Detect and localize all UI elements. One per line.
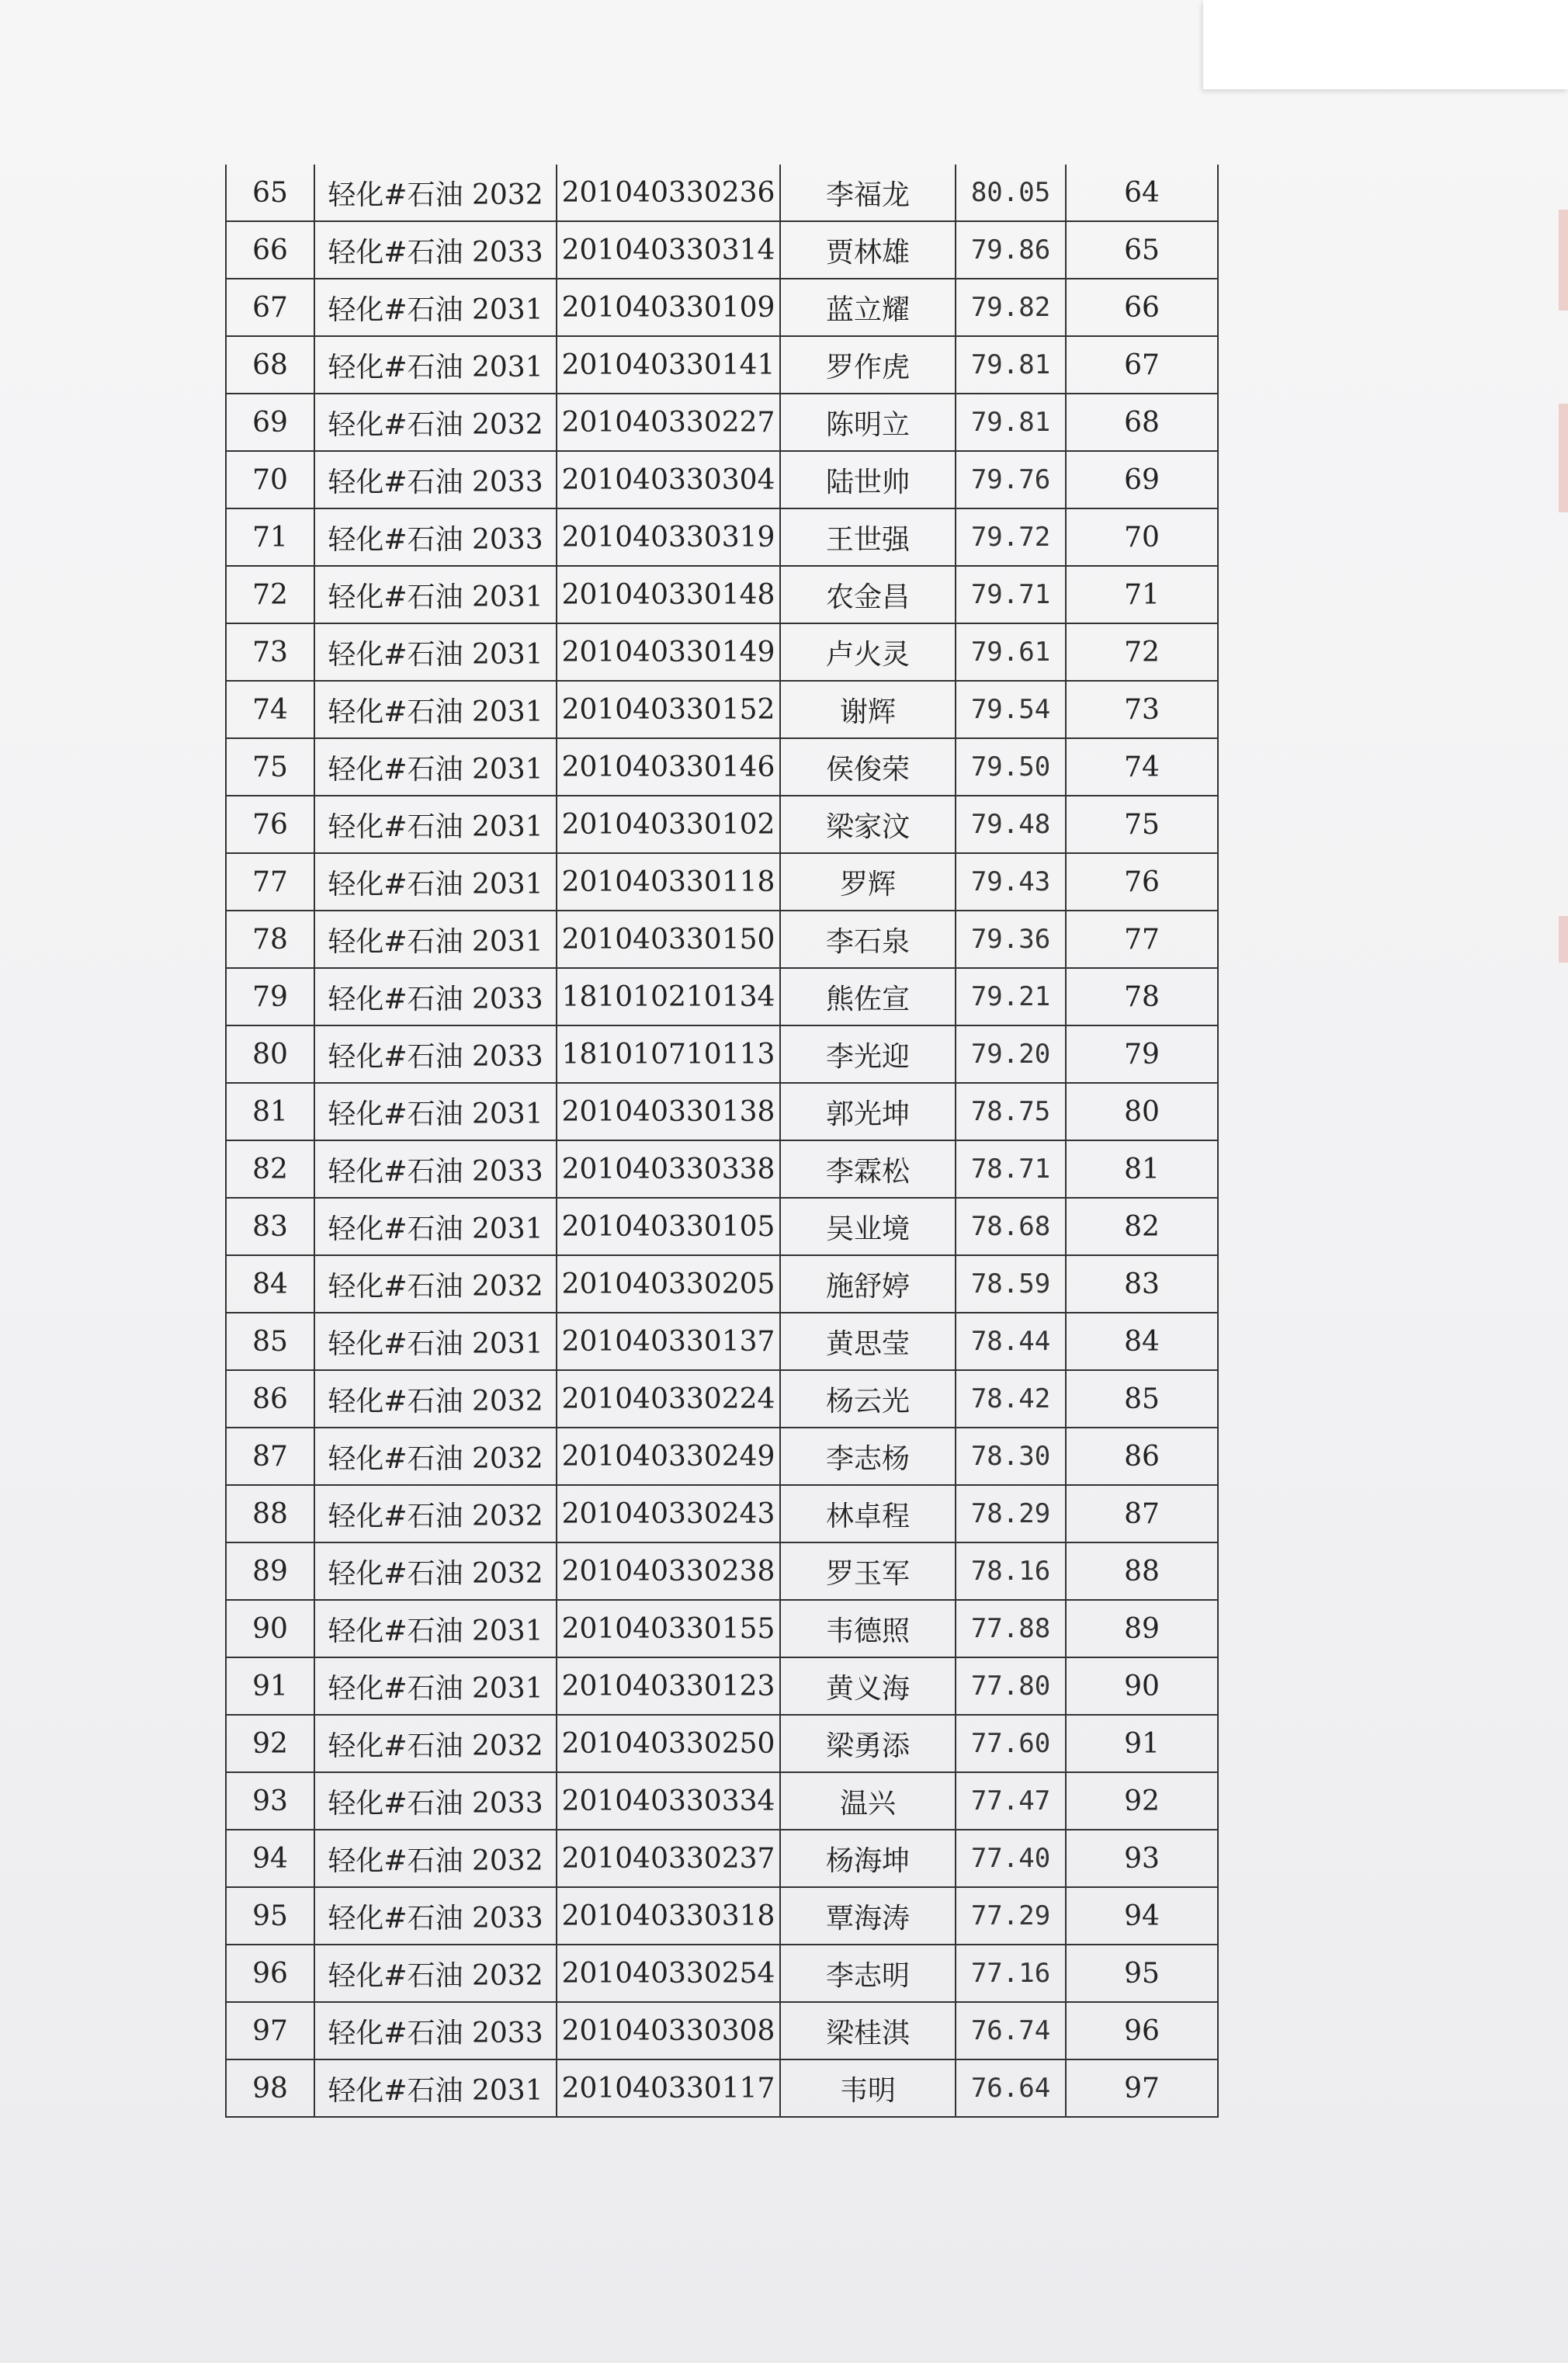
score-cell: 78.59 (956, 1255, 1066, 1313)
score-cell: 78.29 (956, 1485, 1066, 1542)
rank-cell: 67 (1066, 336, 1218, 394)
rank-cell: 68 (1066, 394, 1218, 451)
row-index-cell: 90 (226, 1600, 314, 1657)
class-cell: 轻化#石油 2032 (314, 1542, 557, 1600)
class-cell: 轻化#石油 2032 (314, 165, 557, 221)
rank-cell: 66 (1066, 279, 1218, 336)
class-cell: 轻化#石油 2032 (314, 394, 557, 451)
rank-cell: 88 (1066, 1542, 1218, 1600)
name-cell: 贾林雄 (780, 221, 956, 279)
name-cell: 侯俊荣 (780, 738, 956, 796)
score-cell: 79.21 (956, 968, 1066, 1025)
student-id-cell: 201040330141 (557, 336, 780, 394)
class-cell: 轻化#石油 2032 (314, 1830, 557, 1887)
rank-cell: 84 (1066, 1313, 1218, 1370)
student-id-cell: 201040330318 (557, 1887, 780, 1945)
table-row (226, 165, 1218, 221)
rank-cell: 73 (1066, 681, 1218, 738)
student-id-cell: 201040330308 (557, 2002, 780, 2059)
table-row (226, 336, 1218, 394)
row-index-cell: 94 (226, 1830, 314, 1887)
student-id-cell: 201040330238 (557, 1542, 780, 1600)
row-index-cell: 97 (226, 2002, 314, 2059)
score-cell: 79.86 (956, 221, 1066, 279)
name-cell: 李石泉 (780, 911, 956, 968)
name-cell: 梁勇添 (780, 1715, 956, 1772)
edge-stamp-mark (1559, 210, 1568, 311)
row-index-cell: 79 (226, 968, 314, 1025)
student-id-cell: 201040330123 (557, 1657, 780, 1715)
name-cell: 罗作虎 (780, 336, 956, 394)
student-id-cell: 201040330205 (557, 1255, 780, 1313)
table-row (226, 1600, 1218, 1657)
class-cell: 轻化#石油 2031 (314, 623, 557, 681)
student-id-cell: 201040330138 (557, 1083, 780, 1140)
student-id-cell: 201040330314 (557, 221, 780, 279)
row-index-cell: 92 (226, 1715, 314, 1772)
score-cell: 79.54 (956, 681, 1066, 738)
class-cell: 轻化#石油 2032 (314, 1485, 557, 1542)
name-cell: 谢辉 (780, 681, 956, 738)
student-id-cell: 201040330155 (557, 1600, 780, 1657)
row-index-cell: 69 (226, 394, 314, 451)
row-index-cell: 72 (226, 566, 314, 623)
score-cell: 76.64 (956, 2059, 1066, 2117)
class-cell: 轻化#石油 2032 (314, 1945, 557, 2002)
row-index-cell: 86 (226, 1370, 314, 1428)
rank-cell: 64 (1066, 165, 1218, 221)
score-cell: 79.20 (956, 1025, 1066, 1083)
class-cell: 轻化#石油 2031 (314, 796, 557, 853)
name-cell: 梁家汶 (780, 796, 956, 853)
score-cell: 79.36 (956, 911, 1066, 968)
class-cell: 轻化#石油 2033 (314, 451, 557, 508)
row-index-cell: 82 (226, 1140, 314, 1198)
score-cell: 78.68 (956, 1198, 1066, 1255)
student-id-cell: 201040330150 (557, 911, 780, 968)
row-index-cell: 80 (226, 1025, 314, 1083)
row-index-cell: 84 (226, 1255, 314, 1313)
table-row (226, 1140, 1218, 1198)
student-id-cell: 201040330149 (557, 623, 780, 681)
row-index-cell: 65 (226, 165, 314, 221)
row-index-cell: 89 (226, 1542, 314, 1600)
name-cell: 李福龙 (780, 165, 956, 221)
score-cell: 78.16 (956, 1542, 1066, 1600)
score-cell: 78.75 (956, 1083, 1066, 1140)
class-cell: 轻化#石油 2033 (314, 508, 557, 566)
student-id-cell: 201040330227 (557, 394, 780, 451)
rank-cell: 91 (1066, 1715, 1218, 1772)
table-row (226, 1083, 1218, 1140)
row-index-cell: 68 (226, 336, 314, 394)
row-index-cell: 98 (226, 2059, 314, 2117)
rank-cell: 79 (1066, 1025, 1218, 1083)
class-cell: 轻化#石油 2033 (314, 1887, 557, 1945)
rank-cell: 90 (1066, 1657, 1218, 1715)
row-index-cell: 83 (226, 1198, 314, 1255)
table-row (226, 681, 1218, 738)
score-cell: 79.72 (956, 508, 1066, 566)
student-id-cell: 201040330236 (557, 165, 780, 221)
score-cell: 79.43 (956, 853, 1066, 911)
table-row (226, 1370, 1218, 1428)
name-cell: 李光迎 (780, 1025, 956, 1083)
rank-cell: 97 (1066, 2059, 1218, 2117)
row-index-cell: 67 (226, 279, 314, 336)
student-id-cell: 201040330137 (557, 1313, 780, 1370)
scores-table-body (226, 165, 1218, 2117)
row-index-cell: 71 (226, 508, 314, 566)
class-cell: 轻化#石油 2032 (314, 1428, 557, 1485)
student-id-cell: 201040330254 (557, 1945, 780, 2002)
table-row (226, 738, 1218, 796)
student-id-cell: 201040330152 (557, 681, 780, 738)
class-cell: 轻化#石油 2033 (314, 1140, 557, 1198)
class-cell: 轻化#石油 2032 (314, 1370, 557, 1428)
name-cell: 罗玉军 (780, 1542, 956, 1600)
score-cell: 80.05 (956, 165, 1066, 221)
table-row (226, 1830, 1218, 1887)
row-index-cell: 85 (226, 1313, 314, 1370)
table-row (226, 1715, 1218, 1772)
student-id-cell: 201040330249 (557, 1428, 780, 1485)
name-cell: 黄义海 (780, 1657, 956, 1715)
class-cell: 轻化#石油 2033 (314, 221, 557, 279)
student-id-cell: 201040330148 (557, 566, 780, 623)
score-cell: 79.82 (956, 279, 1066, 336)
rank-cell: 87 (1066, 1485, 1218, 1542)
name-cell: 韦明 (780, 2059, 956, 2117)
student-id-cell: 201040330319 (557, 508, 780, 566)
table-row (226, 451, 1218, 508)
table-row (226, 221, 1218, 279)
rank-cell: 76 (1066, 853, 1218, 911)
table-row (226, 1313, 1218, 1370)
student-id-cell: 201040330117 (557, 2059, 780, 2117)
class-cell: 轻化#石油 2033 (314, 1772, 557, 1830)
row-index-cell: 70 (226, 451, 314, 508)
scores-table (225, 165, 1219, 2118)
student-id-cell: 181010710113 (557, 1025, 780, 1083)
class-cell: 轻化#石油 2031 (314, 1600, 557, 1657)
table-row (226, 1542, 1218, 1600)
table-row (226, 1887, 1218, 1945)
name-cell: 林卓程 (780, 1485, 956, 1542)
class-cell: 轻化#石油 2033 (314, 968, 557, 1025)
name-cell: 熊佐宣 (780, 968, 956, 1025)
class-cell: 轻化#石油 2031 (314, 1313, 557, 1370)
student-id-cell: 201040330243 (557, 1485, 780, 1542)
row-index-cell: 73 (226, 623, 314, 681)
row-index-cell: 66 (226, 221, 314, 279)
student-id-cell: 201040330250 (557, 1715, 780, 1772)
rank-cell: 89 (1066, 1600, 1218, 1657)
table-row (226, 566, 1218, 623)
name-cell: 覃海涛 (780, 1887, 956, 1945)
student-id-cell: 201040330338 (557, 1140, 780, 1198)
score-cell: 79.50 (956, 738, 1066, 796)
student-id-cell: 201040330237 (557, 1830, 780, 1887)
row-index-cell: 74 (226, 681, 314, 738)
table-row (226, 911, 1218, 968)
row-index-cell: 96 (226, 1945, 314, 2002)
student-id-cell: 201040330334 (557, 1772, 780, 1830)
class-cell: 轻化#石油 2033 (314, 2002, 557, 2059)
paper-corner (1203, 0, 1568, 89)
table-row (226, 1198, 1218, 1255)
table-row (226, 2002, 1218, 2059)
name-cell: 黄思莹 (780, 1313, 956, 1370)
name-cell: 郭光坤 (780, 1083, 956, 1140)
class-cell: 轻化#石油 2031 (314, 336, 557, 394)
student-id-cell: 201040330224 (557, 1370, 780, 1428)
name-cell: 韦德照 (780, 1600, 956, 1657)
name-cell: 施舒婷 (780, 1255, 956, 1313)
rank-cell: 82 (1066, 1198, 1218, 1255)
class-cell: 轻化#石油 2031 (314, 1083, 557, 1140)
rank-cell: 94 (1066, 1887, 1218, 1945)
table-row (226, 1657, 1218, 1715)
rank-cell: 65 (1066, 221, 1218, 279)
class-cell: 轻化#石油 2031 (314, 279, 557, 336)
row-index-cell: 87 (226, 1428, 314, 1485)
name-cell: 李霖松 (780, 1140, 956, 1198)
student-id-cell: 201040330109 (557, 279, 780, 336)
name-cell: 杨云光 (780, 1370, 956, 1428)
rank-cell: 95 (1066, 1945, 1218, 2002)
score-cell: 78.42 (956, 1370, 1066, 1428)
table-row (226, 394, 1218, 451)
student-id-cell: 181010210134 (557, 968, 780, 1025)
name-cell: 吴业境 (780, 1198, 956, 1255)
class-cell: 轻化#石油 2031 (314, 853, 557, 911)
table-row (226, 968, 1218, 1025)
student-id-cell: 201040330146 (557, 738, 780, 796)
rank-cell: 69 (1066, 451, 1218, 508)
table-row (226, 796, 1218, 853)
score-cell: 77.47 (956, 1772, 1066, 1830)
class-cell: 轻化#石油 2033 (314, 1025, 557, 1083)
class-cell: 轻化#石油 2031 (314, 1198, 557, 1255)
name-cell: 杨海坤 (780, 1830, 956, 1887)
rank-cell: 78 (1066, 968, 1218, 1025)
edge-stamp-mark (1559, 916, 1568, 963)
name-cell: 王世强 (780, 508, 956, 566)
score-cell: 77.16 (956, 1945, 1066, 2002)
table-row (226, 1945, 1218, 2002)
rank-cell: 86 (1066, 1428, 1218, 1485)
score-cell: 78.30 (956, 1428, 1066, 1485)
class-cell: 轻化#石油 2031 (314, 2059, 557, 2117)
student-id-cell: 201040330102 (557, 796, 780, 853)
score-cell: 79.81 (956, 394, 1066, 451)
table-row (226, 2059, 1218, 2117)
score-cell: 76.74 (956, 2002, 1066, 2059)
rank-cell: 81 (1066, 1140, 1218, 1198)
score-cell: 77.80 (956, 1657, 1066, 1715)
name-cell: 李志杨 (780, 1428, 956, 1485)
score-cell: 78.71 (956, 1140, 1066, 1198)
row-index-cell: 81 (226, 1083, 314, 1140)
rank-cell: 83 (1066, 1255, 1218, 1313)
class-cell: 轻化#石油 2032 (314, 1715, 557, 1772)
student-id-cell: 201040330304 (557, 451, 780, 508)
class-cell: 轻化#石油 2031 (314, 681, 557, 738)
score-cell: 78.44 (956, 1313, 1066, 1370)
table-row (226, 1485, 1218, 1542)
rank-cell: 71 (1066, 566, 1218, 623)
rank-cell: 77 (1066, 911, 1218, 968)
score-cell: 77.29 (956, 1887, 1066, 1945)
name-cell: 李志明 (780, 1945, 956, 2002)
table-row (226, 1255, 1218, 1313)
name-cell: 卢火灵 (780, 623, 956, 681)
row-index-cell: 95 (226, 1887, 314, 1945)
score-cell: 79.81 (956, 336, 1066, 394)
rank-cell: 93 (1066, 1830, 1218, 1887)
score-cell: 79.71 (956, 566, 1066, 623)
row-index-cell: 78 (226, 911, 314, 968)
table-row (226, 1025, 1218, 1083)
score-cell: 77.40 (956, 1830, 1066, 1887)
score-cell: 79.61 (956, 623, 1066, 681)
row-index-cell: 76 (226, 796, 314, 853)
row-index-cell: 91 (226, 1657, 314, 1715)
table-row (226, 1772, 1218, 1830)
rank-cell: 75 (1066, 796, 1218, 853)
row-index-cell: 88 (226, 1485, 314, 1542)
name-cell: 梁桂淇 (780, 2002, 956, 2059)
edge-stamp-mark (1559, 404, 1568, 512)
rank-cell: 96 (1066, 2002, 1218, 2059)
name-cell: 陆世帅 (780, 451, 956, 508)
rank-cell: 92 (1066, 1772, 1218, 1830)
score-cell: 77.88 (956, 1600, 1066, 1657)
student-id-cell: 201040330118 (557, 853, 780, 911)
class-cell: 轻化#石油 2031 (314, 1657, 557, 1715)
rank-cell: 72 (1066, 623, 1218, 681)
name-cell: 农金昌 (780, 566, 956, 623)
rank-cell: 85 (1066, 1370, 1218, 1428)
table-row (226, 508, 1218, 566)
table-row (226, 279, 1218, 336)
rank-cell: 70 (1066, 508, 1218, 566)
row-index-cell: 75 (226, 738, 314, 796)
score-cell: 79.48 (956, 796, 1066, 853)
class-cell: 轻化#石油 2031 (314, 738, 557, 796)
rank-cell: 74 (1066, 738, 1218, 796)
class-cell: 轻化#石油 2031 (314, 566, 557, 623)
student-id-cell: 201040330105 (557, 1198, 780, 1255)
row-index-cell: 93 (226, 1772, 314, 1830)
row-index-cell: 77 (226, 853, 314, 911)
name-cell: 罗辉 (780, 853, 956, 911)
table-row (226, 623, 1218, 681)
name-cell: 蓝立耀 (780, 279, 956, 336)
table-row (226, 853, 1218, 911)
score-cell: 77.60 (956, 1715, 1066, 1772)
table-row (226, 1428, 1218, 1485)
name-cell: 陈明立 (780, 394, 956, 451)
name-cell: 温兴 (780, 1772, 956, 1830)
rank-cell: 80 (1066, 1083, 1218, 1140)
class-cell: 轻化#石油 2031 (314, 911, 557, 968)
score-cell: 79.76 (956, 451, 1066, 508)
class-cell: 轻化#石油 2032 (314, 1255, 557, 1313)
